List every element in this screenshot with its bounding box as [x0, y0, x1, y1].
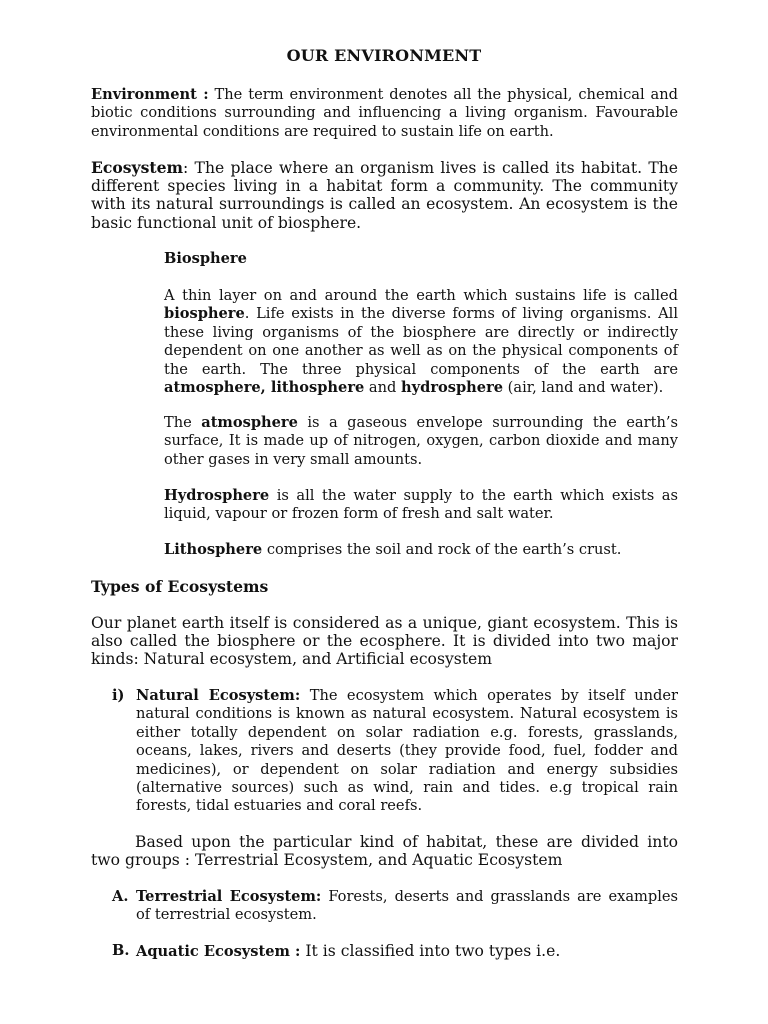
ecosystem-term: Ecosystem [91, 158, 184, 177]
hydrosphere-text: is all the water supply to the earth which exists as liquid, vapour or frozen form of fresh and salt water. [164, 487, 678, 523]
natural-ecosystem-term: Natural Ecosystem: [136, 687, 301, 704]
biosphere-heading: Biosphere [164, 250, 247, 267]
biosphere-text-3: and [364, 379, 402, 397]
atmosphere-paragraph [164, 414, 678, 469]
environment-term: Environment : [91, 86, 209, 103]
biosphere-text-2: . Life exists in the diverse forms of living organisms. All these living organisms of the biosphere are directly or indirectly dependent on one another as well as on the physical components of the earth. The three physical components of the earth are [164, 305, 678, 378]
atmosphere-term: atmosphere [201, 414, 298, 431]
biosphere-text-1: A thin layer on and around the earth which sustains life is called [164, 287, 678, 304]
biosphere-term: biosphere [164, 305, 245, 323]
biosphere-text-4: (air, land and water). [503, 379, 664, 397]
lithosphere-paragraph [164, 541, 678, 559]
biosphere-paragraph [164, 287, 678, 397]
atmosphere-text-1: The [164, 414, 202, 431]
lithosphere-heading: Lithosphere [164, 541, 263, 558]
terrestrial-ecosystem-item [136, 888, 678, 925]
natural-ecosystem-item [136, 687, 678, 816]
aquatic-ecosystem-term: Aquatic Ecosystem : [136, 943, 301, 960]
page-title: OUR ENVIRONMENT [286, 46, 482, 65]
natural-ecosystem-text: The ecosystem which operates by itself under natural conditions is known as natural ecosystem. Natural ecosystem is either totally dependent on solar radiation e.g. forests, grasslands, oceans, lakes, rivers and deserts (they provide food, fuel, fodder and medicines), or dependent on solar radiation and energy subsidies (alternative sources) such as wind, rain and tides. e.g tropical rain forests, tidal estuaries and coral reefs. [136, 687, 678, 815]
natural-marker: i) [112, 687, 125, 704]
lithosphere-text: comprises the soil and rock of the earth’s crust. [262, 541, 622, 558]
ecosystem-paragraph [91, 159, 678, 232]
environment-text: The term environment denotes all the physical, chemical and biotic conditions surrounding and influencing a living organism. Favourable environmental conditions are required to sustain life on earth. [91, 86, 678, 140]
hydrosphere-heading: Hydrosphere [164, 487, 270, 504]
habitat-paragraph: Based upon the particular kind of habitat, these are divided into two groups : Terrestrial Ecosystem, and Aquatic Ecosystem [91, 833, 678, 870]
hydrosphere-paragraph [164, 487, 678, 524]
types-heading: Types of Ecosystems [91, 577, 269, 596]
types-intro-paragraph: Our planet earth itself is considered as a unique, giant ecosystem. This is also called the biosphere or the ecosphere. It is divided into two major kinds: Natural ecosystem, and Artificial ecosystem [91, 614, 678, 669]
terrestrial-marker: A. [112, 888, 129, 905]
environment-paragraph [91, 86, 678, 141]
aquatic-marker: B. [112, 942, 130, 959]
terrestrial-ecosystem-term: Terrestrial Ecosystem: [136, 888, 322, 905]
atmosphere-lithosphere-term: atmosphere, lithosphere [164, 379, 365, 397]
terrestrial-ecosystem-text: Forests, deserts and grasslands are examples of terrestrial ecosystem. [136, 888, 678, 924]
atmosphere-text-2: is a gaseous envelope surrounding the earth’s surface, It is made up of nitrogen, oxygen, carbon dioxide and many other gases in very small amounts. [164, 414, 678, 468]
ecosystem-text: : The place where an organism lives is called its habitat. The different species living in a habitat form a community. The community with its natural surroundings is called an ecosystem. An ecosystem is the basic functional unit of biosphere. [91, 159, 678, 232]
aquatic-ecosystem-item [136, 942, 678, 961]
aquatic-ecosystem-text: It is classified into two types i.e. [300, 942, 561, 960]
hydrosphere-term: hydrosphere [401, 379, 504, 397]
